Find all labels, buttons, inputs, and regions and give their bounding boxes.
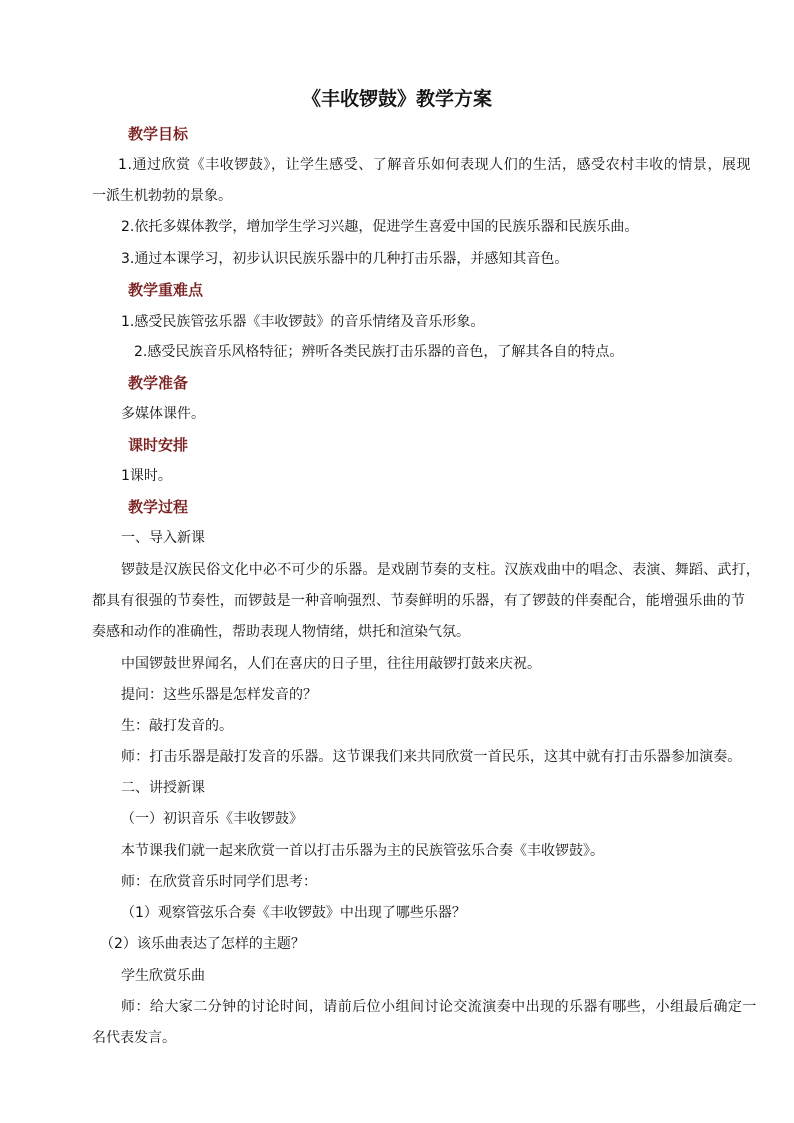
paragraph-line: （1）观察管弦乐合奏《丰收锣鼓》中出现了哪些乐器？ bbox=[121, 905, 466, 921]
paragraph-line: 师：给大家二分钟的讨论时间，请前后位小组间讨论交流演奏中出现的乐器有哪些，小组最后确定一 bbox=[121, 999, 757, 1015]
paragraph-line: 多媒体课件。 bbox=[121, 406, 205, 422]
paragraph-line: 2.依托多媒体教学，增加学生学习兴趣，促进学生喜爱中国的民族乐器和民族乐曲。 bbox=[121, 219, 639, 235]
paragraph-line: （一）初识音乐《丰收锣鼓》 bbox=[121, 811, 303, 827]
paragraph-line: 3.通过本课学习，初步认识民族乐器中的几种打击乐器，并感知其音色。 bbox=[121, 251, 569, 267]
paragraph-line: 奏感和动作的准确性，帮助表现人物情绪，烘托和渲染气氛。 bbox=[92, 624, 470, 640]
paragraph-line: 1课时。 bbox=[121, 468, 172, 484]
paragraph-line: 本节课我们就一起来欣赏一首以打击乐器为主的民族管弦乐合奏《丰收锣鼓》。 bbox=[121, 843, 604, 859]
paragraph-line: （2）该乐曲表达了怎样的主题？ bbox=[100, 936, 305, 952]
paragraph-line: 1.通过欣赏《丰收锣鼓》，让学生感受、了解音乐如何表现人们的生活，感受农村丰收的情景，展现 bbox=[118, 157, 752, 173]
paragraph-line: 一、导入新课 bbox=[121, 530, 205, 546]
section-heading-schedule: 课时安排 bbox=[128, 436, 189, 454]
section-heading-process: 教学过程 bbox=[128, 498, 189, 516]
paragraph-line: 学生欣赏乐曲 bbox=[121, 968, 205, 984]
paragraph-line: 2.感受民族音乐风格特征；辨听各类民族打击乐器的音色，了解其各自的特点。 bbox=[134, 344, 624, 360]
paragraph-line: 1.感受民族管弦乐器《丰收锣鼓》的音乐情绪及音乐形象。 bbox=[121, 314, 485, 330]
paragraph-line: 一派生机勃勃的景象。 bbox=[92, 188, 232, 204]
paragraph-line: 名代表发言。 bbox=[92, 1030, 176, 1046]
paragraph-line: 生：敲打发音的。 bbox=[121, 718, 233, 734]
section-heading-objectives: 教学目标 bbox=[128, 125, 189, 143]
paragraph-line: 中国锣鼓世界闻名，人们在喜庆的日子里，往往用敲锣打鼓来庆祝。 bbox=[121, 656, 541, 672]
paragraph-line: 二、讲授新课 bbox=[121, 780, 205, 796]
section-heading-preparation: 教学准备 bbox=[128, 374, 189, 392]
paragraph-line: 提问：这些乐器是怎样发音的？ bbox=[121, 687, 317, 703]
document-title: 《丰收锣鼓》教学方案 bbox=[301, 88, 492, 110]
paragraph-line: 锣鼓是汉族民俗文化中必不可少的乐器。是戏剧节奏的支柱。汉族戏曲中的唱念、表演、舞蹈、武打， bbox=[121, 562, 760, 578]
section-heading-key-points: 教学重难点 bbox=[128, 281, 204, 299]
paragraph-line: 都具有很强的节奏性，而锣鼓是一种音响强烈、节奏鲜明的乐器，有了锣鼓的伴奏配合，能增强乐曲的节 bbox=[92, 593, 746, 609]
paragraph-line: 师：在欣赏音乐时同学们思考： bbox=[121, 874, 317, 890]
paragraph-line: 师：打击乐器是敲打发音的乐器。这节课我们来共同欣赏一首民乐，这其中就有打击乐器参加演奏。 bbox=[121, 749, 742, 765]
